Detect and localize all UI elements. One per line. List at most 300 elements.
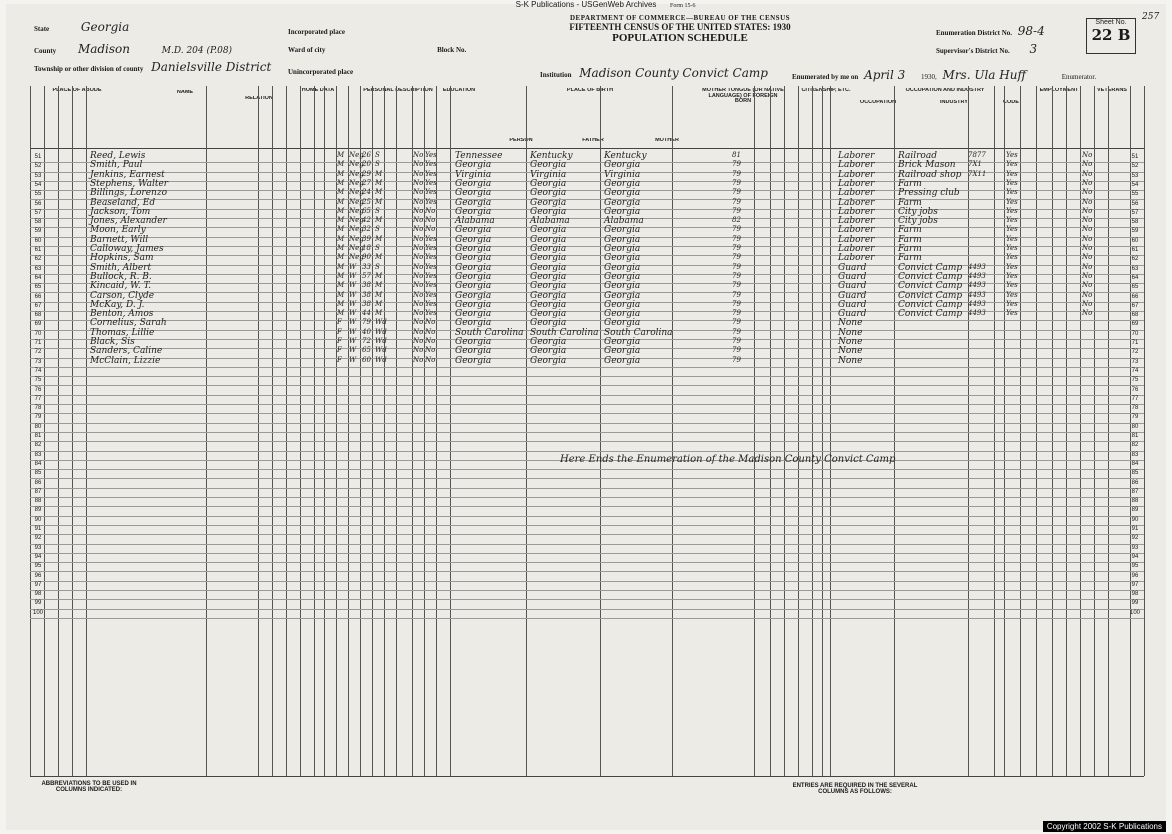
- cell-work: Yes: [1006, 253, 1018, 262]
- cell-race: Neg: [349, 151, 364, 159]
- cell-age: 90: [362, 253, 371, 262]
- township-value: Danielsville District: [151, 60, 272, 74]
- cell-father: Georgia: [530, 355, 567, 366]
- cell-code: 4493: [968, 262, 986, 271]
- cell-occ: Laborer: [838, 206, 875, 217]
- cell-school: No: [413, 197, 424, 206]
- cell-vet: No: [1082, 281, 1093, 290]
- cell-read: Yes: [425, 244, 437, 252]
- row-number-right: 75: [1131, 377, 1139, 384]
- department-title: DEPARTMENT OF COMMERCE—BUREAU OF THE CENSUS: [569, 14, 791, 22]
- cell-race: W: [349, 309, 357, 318]
- cell-race: W: [349, 346, 357, 355]
- cell-father: Georgia: [530, 160, 567, 171]
- cell-lang: 79: [732, 225, 741, 234]
- cell-work: Yes: [1006, 225, 1018, 234]
- row-number: 72: [34, 349, 42, 356]
- cell-lang: 79: [732, 262, 741, 271]
- row-number: 61: [34, 247, 42, 253]
- page-note: 257: [1142, 12, 1160, 22]
- row-number: 66: [34, 293, 42, 300]
- cell-age: 72: [362, 337, 371, 345]
- row-number-right: 87: [1131, 488, 1139, 495]
- row-number: 68: [34, 312, 42, 319]
- sd-label: Supervisor's District No.: [936, 47, 1010, 55]
- row-number: 97: [34, 581, 42, 588]
- cell-mother: Virginia: [604, 169, 641, 180]
- cell-work: Yes: [1006, 151, 1018, 159]
- cell-mother: Georgia: [604, 253, 641, 264]
- cell-ind: Convict Camp: [898, 309, 963, 320]
- sheet-value: 22 B: [1091, 26, 1131, 44]
- cell-occ: Guard: [838, 290, 867, 301]
- cell-work: Yes: [1006, 299, 1018, 308]
- cell-marital: S: [375, 225, 380, 234]
- row-number-right: 80: [1131, 423, 1139, 430]
- cell-race: Neg: [349, 197, 364, 206]
- row-number: 70: [34, 330, 42, 337]
- cell-name: Bullock, R. B.: [90, 271, 152, 282]
- col-place-of-abode: PLACE OF ABODE: [52, 88, 102, 93]
- col-education: EDUCATION: [442, 88, 476, 93]
- cell-name: Jones, Alexander: [90, 216, 167, 227]
- cell-lang: 79: [732, 309, 741, 318]
- cell-lang: 79: [732, 299, 741, 308]
- cell-vet: No: [1082, 309, 1093, 318]
- cell-father: Georgia: [530, 178, 567, 189]
- cell-code: 7X1: [968, 160, 982, 169]
- cell-work: Yes: [1006, 234, 1018, 243]
- cell-race: Neg: [349, 160, 364, 169]
- cell-read: No: [425, 225, 436, 234]
- cell-school: No: [413, 151, 424, 159]
- cell-lang: 79: [732, 160, 741, 169]
- cell-read: Yes: [425, 178, 437, 187]
- unincorporated-line: [288, 68, 353, 76]
- cell-age: 44: [362, 309, 371, 318]
- cell-marital: M: [375, 309, 383, 318]
- cell-occ: Laborer: [838, 234, 875, 245]
- cell-sex: M: [337, 151, 345, 159]
- cell-marital: Wd: [375, 337, 387, 345]
- cell-read: Yes: [425, 253, 437, 262]
- cell-school: No: [413, 253, 424, 262]
- cell-occ: Guard: [838, 271, 867, 282]
- cell-sex: M: [337, 253, 345, 262]
- row-number: 95: [34, 563, 42, 570]
- cell-lang: 79: [732, 197, 741, 206]
- cell-marital: M: [375, 290, 383, 299]
- row-number-right: 66: [1131, 293, 1139, 300]
- cell-birth: Georgia: [455, 253, 492, 264]
- abbreviations-heading: ABBREVIATIONS TO BE USED IN COLUMNS INDICATED:: [41, 781, 137, 793]
- cell-ind: Convict Camp: [898, 271, 963, 282]
- cell-work: Yes: [1006, 188, 1018, 197]
- cell-birth: Georgia: [455, 346, 492, 357]
- cell-marital: S: [375, 151, 380, 159]
- row-number-right: 88: [1131, 498, 1139, 505]
- cell-sex: M: [337, 281, 345, 290]
- cell-sex: F: [337, 327, 342, 336]
- cell-sex: M: [337, 178, 345, 187]
- row-number-right: 71: [1131, 340, 1139, 346]
- row-number: 58: [34, 219, 42, 226]
- cell-name: Benton, Amos: [90, 309, 154, 320]
- cell-father: Georgia: [530, 197, 567, 208]
- cell-ind: Railroad shop: [898, 169, 962, 180]
- county-label: County: [34, 47, 57, 55]
- cell-marital: M: [375, 216, 383, 225]
- row-number-right: 72: [1131, 349, 1139, 356]
- row-number-right: 86: [1131, 479, 1139, 486]
- row-number: 76: [34, 386, 42, 393]
- cell-mother: Georgia: [604, 346, 641, 357]
- cell-mother: Georgia: [604, 244, 641, 254]
- cell-school: No: [413, 290, 424, 299]
- cell-vet: No: [1082, 206, 1093, 215]
- cell-read: No: [425, 318, 436, 327]
- cell-father: Kentucky: [530, 151, 573, 161]
- cell-name: Smith, Paul: [90, 160, 143, 171]
- cell-age: 27: [362, 178, 371, 187]
- cell-race: Neg: [349, 244, 364, 252]
- cell-lang: 79: [732, 346, 741, 355]
- cell-age: 60: [362, 355, 371, 364]
- col-veterans: VETERANS: [1097, 88, 1127, 93]
- row-number-right: 58: [1131, 219, 1139, 226]
- row-number-right: 51: [1131, 154, 1139, 160]
- cell-lang: 81: [732, 151, 741, 159]
- cell-work: Yes: [1006, 244, 1018, 252]
- row-number-right: 53: [1131, 172, 1139, 179]
- cell-ind: Farm: [898, 253, 922, 264]
- cell-marital: M: [375, 271, 383, 280]
- cell-sex: M: [337, 234, 345, 243]
- col-name: NAME: [176, 90, 194, 95]
- county-value: Madison: [77, 42, 131, 56]
- incorporated-line: [288, 28, 345, 36]
- cell-sex: F: [337, 346, 342, 355]
- row-number-right: 92: [1131, 535, 1139, 542]
- cell-mother: Georgia: [604, 178, 641, 189]
- cell-sex: M: [337, 188, 345, 197]
- row-number: 93: [34, 544, 42, 551]
- cell-school: No: [413, 309, 424, 318]
- cell-birth: Georgia: [455, 234, 492, 245]
- cell-ind: City jobs: [898, 206, 938, 217]
- cell-marital: M: [375, 234, 383, 243]
- row-number-right: 94: [1131, 553, 1139, 560]
- cell-race: W: [349, 318, 357, 327]
- cell-ind: Farm: [898, 178, 922, 189]
- cell-school: No: [413, 160, 424, 169]
- cell-marital: Wd: [375, 327, 387, 336]
- publisher-line: S-K Publications - USGenWeb Archives: [515, 0, 657, 9]
- ends-enumeration-note: Here Ends the Enumeration of the Madison County Convict Camp: [560, 454, 896, 465]
- cell-age: 40: [362, 327, 371, 336]
- row-number-right: 52: [1131, 163, 1139, 170]
- row-number-right: 67: [1131, 302, 1139, 309]
- cell-sex: M: [337, 244, 345, 252]
- cell-birth: Georgia: [455, 188, 492, 199]
- cell-read: No: [425, 206, 436, 215]
- col-home-data: HOME DATA: [301, 88, 335, 93]
- cell-sex: M: [337, 206, 345, 215]
- cell-name: Black, Sis: [90, 337, 135, 347]
- row-number-right: 100: [1129, 609, 1140, 616]
- cell-mother: Georgia: [604, 290, 641, 301]
- state-value: Georgia: [80, 20, 130, 34]
- cell-mother: Georgia: [604, 337, 641, 347]
- cell-age: 20: [362, 160, 371, 169]
- row-number: 100: [32, 609, 43, 616]
- cell-birth: Virginia: [455, 169, 492, 180]
- row-number-right: 68: [1131, 312, 1139, 319]
- footer: [30, 776, 1144, 815]
- ward-line: [288, 46, 466, 54]
- cell-age: 26: [362, 151, 371, 159]
- form-number: Form 15-6: [670, 3, 696, 9]
- cell-birth: Georgia: [455, 160, 492, 171]
- cell-vet: No: [1082, 262, 1093, 271]
- cell-name: Kincaid, W. T.: [90, 281, 152, 292]
- row-number: 82: [34, 442, 42, 449]
- cell-birth: Georgia: [455, 290, 492, 301]
- cell-father: Georgia: [530, 271, 567, 282]
- cell-marital: S: [375, 206, 380, 215]
- cell-read: Yes: [425, 151, 437, 159]
- cell-name: Hopkins, Sam: [90, 253, 154, 264]
- cell-occ: Laborer: [838, 178, 875, 189]
- col-occupation-industry: OCCUPATION AND INDUSTRY: [905, 88, 985, 93]
- cell-race: W: [349, 355, 357, 364]
- row-number: 57: [34, 209, 42, 216]
- cell-code: 4493: [968, 309, 986, 318]
- cell-school: No: [413, 216, 424, 225]
- cell-name: Billings, Lorenzo: [90, 188, 168, 199]
- cell-sex: M: [337, 197, 345, 206]
- cell-school: No: [413, 178, 424, 187]
- cell-father: Virginia: [530, 169, 567, 180]
- cell-lang: 79: [732, 188, 741, 197]
- cell-name: Thomas, Lillie: [90, 327, 155, 338]
- cell-vet: No: [1082, 290, 1093, 299]
- state-line: [34, 20, 129, 34]
- cell-race: Neg: [349, 234, 364, 243]
- row-number: 91: [34, 526, 42, 532]
- cell-name: McKay, D. J.: [90, 299, 145, 310]
- row-number: 80: [34, 423, 42, 430]
- row-number: 62: [34, 256, 42, 263]
- sheet-label: Sheet No.: [1095, 19, 1127, 26]
- cell-vet: No: [1082, 197, 1093, 206]
- row-number-right: 81: [1131, 433, 1139, 439]
- cell-race: W: [349, 281, 357, 290]
- cell-work: Yes: [1006, 281, 1018, 290]
- cell-work: Yes: [1006, 290, 1018, 299]
- cell-lang: 79: [732, 234, 741, 243]
- row-number-right: 65: [1131, 284, 1139, 291]
- cell-work: Yes: [1006, 197, 1018, 206]
- cell-school: No: [413, 262, 424, 271]
- row-number-right: 93: [1131, 544, 1139, 551]
- cell-work: Yes: [1006, 160, 1018, 169]
- row-number: 74: [34, 367, 42, 374]
- cell-school: No: [413, 206, 424, 215]
- col-person: PERSON: [509, 138, 533, 143]
- cell-sex: M: [337, 160, 345, 169]
- institution-value: Madison County Convict Camp: [579, 66, 768, 80]
- cell-work: Yes: [1006, 178, 1018, 187]
- cell-occ: Laborer: [838, 169, 875, 180]
- cell-school: No: [413, 271, 424, 280]
- cell-father: South Carolina: [530, 327, 599, 338]
- row-number: 92: [34, 535, 42, 542]
- row-number: 52: [34, 163, 42, 170]
- cell-sex: M: [337, 271, 345, 280]
- cell-marital: S: [375, 244, 380, 252]
- institution-line: [540, 66, 768, 80]
- cell-age: 32: [362, 225, 371, 234]
- cell-race: Neg: [349, 169, 364, 178]
- cell-marital: M: [375, 299, 383, 308]
- cell-code: 7X11: [968, 169, 987, 178]
- cell-read: Yes: [425, 262, 437, 271]
- cell-birth: Alabama: [455, 216, 495, 227]
- cell-marital: M: [375, 197, 383, 206]
- row-number-right: 59: [1131, 228, 1139, 235]
- cell-age: 29: [362, 169, 371, 178]
- cell-work: Yes: [1006, 262, 1018, 271]
- col-industry: INDUSTRY: [940, 100, 968, 105]
- cell-mother: Georgia: [604, 225, 641, 236]
- cell-read: Yes: [425, 160, 437, 169]
- cell-sex: M: [337, 299, 345, 308]
- cell-age: 38: [362, 290, 371, 299]
- cell-school: No: [413, 337, 424, 345]
- cell-occ: None: [838, 346, 863, 357]
- cell-marital: Wd: [375, 346, 387, 355]
- row-number: 77: [34, 395, 42, 402]
- cell-occ: Laborer: [838, 244, 875, 254]
- ed-line: [936, 24, 1045, 38]
- cell-age: 33: [362, 262, 371, 271]
- cell-school: No: [413, 355, 424, 364]
- row-number: 71: [34, 340, 42, 346]
- row-number: 88: [34, 498, 42, 505]
- cell-sex: M: [337, 290, 345, 299]
- row-number-right: 95: [1131, 563, 1139, 570]
- row-number-right: 99: [1131, 600, 1139, 607]
- cell-mother: Georgia: [604, 309, 641, 320]
- cell-sex: F: [337, 355, 342, 364]
- cell-marital: Wd: [375, 355, 387, 364]
- ed-value: 98-4: [1017, 24, 1045, 38]
- cell-age: 38: [362, 299, 371, 308]
- cell-read: No: [425, 216, 436, 225]
- row-number-right: 82: [1131, 442, 1139, 449]
- cell-lang: 79: [732, 327, 741, 336]
- cell-occ: None: [838, 355, 863, 366]
- cell-race: W: [349, 337, 357, 345]
- row-number: 63: [34, 265, 42, 272]
- county-code: M.D. 204 (P.08): [161, 46, 233, 56]
- cell-race: W: [349, 327, 357, 336]
- cell-school: No: [413, 225, 424, 234]
- cell-ind: Pressing club: [898, 188, 960, 199]
- incorporated-label: Incorporated place: [288, 28, 345, 36]
- cell-race: W: [349, 290, 357, 299]
- cell-birth: Georgia: [455, 271, 492, 282]
- cell-ind: City jobs: [898, 216, 938, 227]
- cell-age: 65: [362, 206, 371, 215]
- cell-age: 42: [362, 216, 371, 225]
- cell-name: Reed, Lewis: [90, 151, 146, 161]
- row-number-right: 97: [1131, 581, 1139, 588]
- cell-work: Yes: [1006, 271, 1018, 280]
- column-header-row: [30, 86, 1144, 149]
- cell-school: No: [413, 299, 424, 308]
- row-number: 83: [34, 451, 42, 458]
- row-number: 85: [34, 470, 42, 477]
- cell-mother: Georgia: [604, 318, 641, 329]
- cell-race: Neg: [349, 253, 364, 262]
- cell-code: 4493: [968, 290, 986, 299]
- row-number: 56: [34, 200, 42, 207]
- row-number: 67: [34, 302, 42, 309]
- row-number-right: 96: [1131, 572, 1139, 579]
- row-number: 59: [34, 228, 42, 235]
- cell-marital: M: [375, 281, 383, 290]
- row-number: 51: [34, 154, 42, 160]
- cell-father: Georgia: [530, 290, 567, 301]
- col-occupation: OCCUPATION: [859, 100, 897, 105]
- column-rule: [1144, 86, 1145, 776]
- cell-ind: Farm: [898, 225, 922, 236]
- cell-mother: Georgia: [604, 206, 641, 217]
- row-number: 60: [34, 237, 42, 244]
- cell-race: Neg: [349, 225, 364, 234]
- cell-father: Georgia: [530, 262, 567, 273]
- cell-code: 7877: [968, 151, 986, 159]
- cell-mother: Georgia: [604, 355, 641, 366]
- enumerated-date: April 3: [864, 68, 906, 82]
- row-number-right: 74: [1131, 367, 1139, 374]
- cell-birth: Georgia: [455, 299, 492, 310]
- cell-lang: 79: [732, 178, 741, 187]
- cell-sex: M: [337, 309, 345, 318]
- row-number-right: 70: [1131, 330, 1139, 337]
- cell-mother: Georgia: [604, 299, 641, 310]
- row-number-right: 61: [1131, 247, 1139, 253]
- row-number: 73: [34, 358, 42, 365]
- cell-read: Yes: [425, 290, 437, 299]
- cell-race: W: [349, 262, 357, 271]
- row-number-right: 83: [1131, 451, 1139, 458]
- copyright-badge: Copyright 2002 S-K Publications: [1043, 821, 1166, 832]
- cell-vet: No: [1082, 253, 1093, 262]
- cell-name: Sanders, Caline: [90, 346, 163, 357]
- cell-work: Yes: [1006, 169, 1018, 178]
- cell-ind: Convict Camp: [898, 262, 963, 273]
- cell-birth: Georgia: [455, 309, 492, 320]
- cell-father: Georgia: [530, 318, 567, 329]
- cell-school: No: [413, 327, 424, 336]
- cell-lang: 79: [732, 271, 741, 280]
- cell-age: 65: [362, 346, 371, 355]
- col-code: CODE: [1003, 100, 1019, 105]
- cell-race: W: [349, 271, 357, 280]
